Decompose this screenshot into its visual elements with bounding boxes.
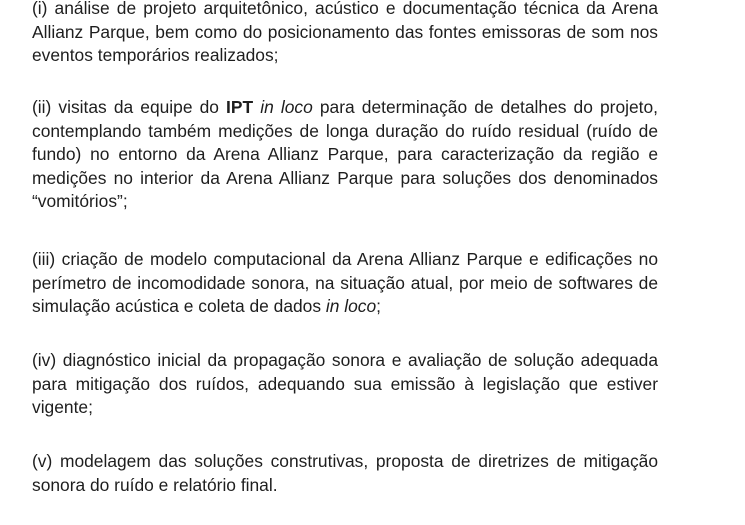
paragraph-item-iv — [32, 349, 658, 420]
paragraph-text-start: (ii) visitas da equipe do — [32, 97, 227, 117]
paragraph-text: (iv) diagnóstico inicial da propagação sonora e avaliação de solução adequada para mitigação dos ruídos, adequando sua emissão à legislação que estiver vigente; — [32, 350, 658, 418]
paragraph-item-v — [32, 450, 658, 497]
paragraph-item-i — [32, 0, 658, 68]
paragraph-text: (v) modelagem das soluções construtivas, proposta de diretrizes de mitigação sonora do ruído e relatório final. — [32, 451, 658, 495]
paragraph-text: (i) análise de projeto arquitetônico, acústico e documentação técnica da Arena Allianz Parque, bem como do posicionamento das fontes emissoras de som nos eventos temporários realizados; — [32, 0, 658, 66]
paragraph-text-start: (iii) criação de modelo computacional da Arena Allianz Parque e edificações no perímetro de incomodidade sonora, na situação atual, por meio de softwares de simulação acústica e coleta de dados — [32, 249, 658, 317]
ipt-bold-text: IPT — [226, 97, 254, 117]
paragraph-text-end: ; — [376, 296, 382, 317]
paragraph-item-iii — [32, 248, 658, 319]
paragraph-item-ii — [32, 96, 658, 214]
paragraph-text-end: para determinação de detalhes do projeto, contemplando também medições de longa duração do ruído residual (ruído de fundo) no entorno da Arena Allianz Parque, para caracterização da região e medições no interior da Arena Allianz Parque para soluções dos denominados “vomitórios”; — [32, 97, 658, 212]
in-loco-italic-text: in loco — [325, 296, 377, 317]
in-loco-italic-text: in loco — [260, 97, 313, 117]
